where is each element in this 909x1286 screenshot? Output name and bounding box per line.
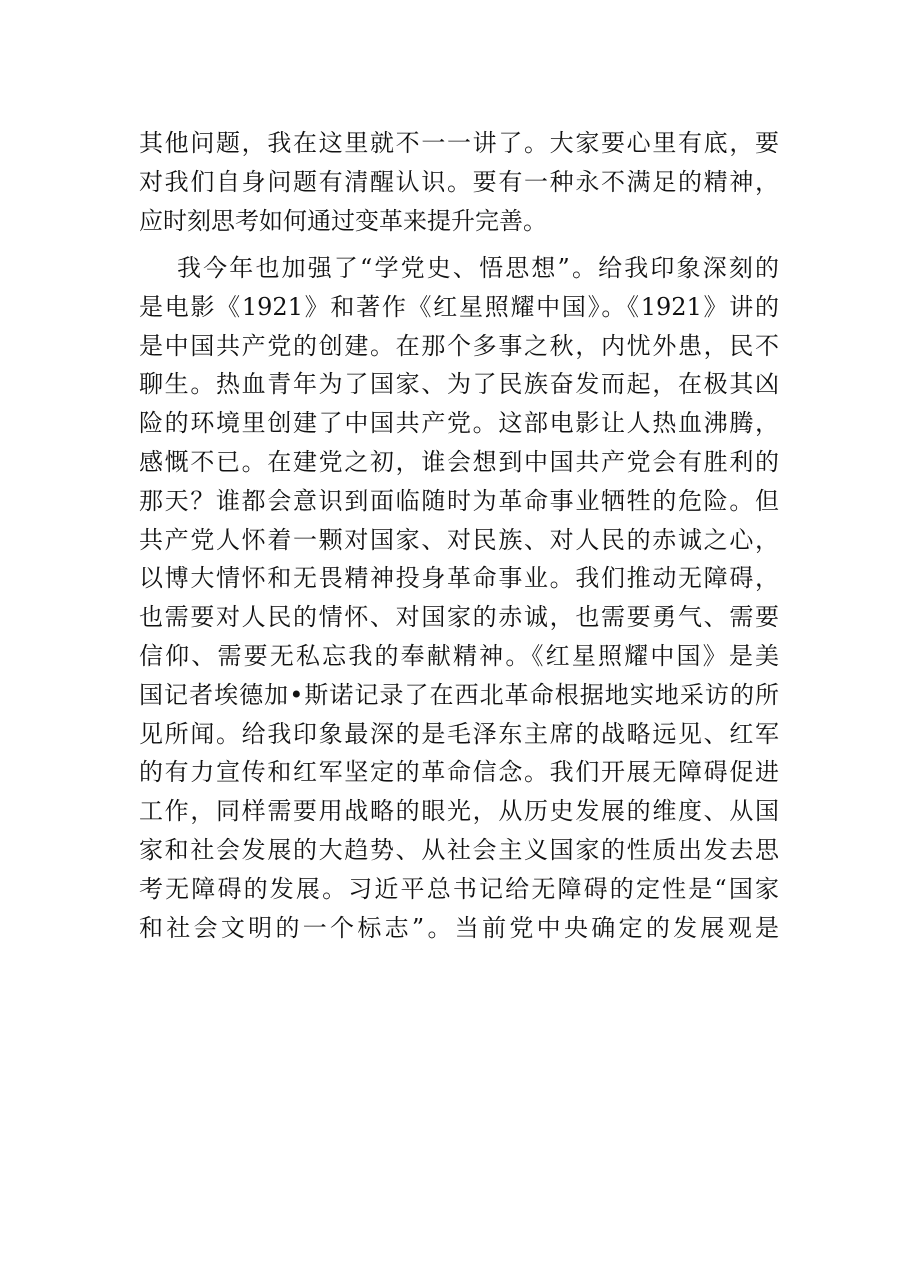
paragraph-1 xyxy=(139,124,779,240)
text-line: 以博大情怀和无畏精神投身革命事业。我们推动无障碍， xyxy=(139,564,779,593)
text-line: 信仰、需要无私忘我的奉献精神。《红星照耀中国》是美 xyxy=(139,641,779,670)
text-line: 家和社会发展的大趋势、从社会主义国家的性质出发去思 xyxy=(139,835,779,864)
text-line: 工作，同样需要用战略的眼光，从历史发展的维度、从国 xyxy=(139,797,779,826)
text-line: 对我们自身问题有清醒认识。要有一种永不满足的精神， xyxy=(139,167,779,196)
text-line: 国记者埃德加•斯诺记录了在西北革命根据地实地采访的所 xyxy=(139,680,779,709)
text-line: 见所闻。给我印象最深的是毛泽东主席的战略远见、红军 xyxy=(139,719,779,748)
text-line: 感慨不已。在建党之初，谁会想到中国共产党会有胜利的 xyxy=(139,447,779,476)
text-line: 和社会文明的一个标志”。当前党中央确定的发展观是 xyxy=(139,913,779,942)
text-line: 应时刻思考如何通过变革来提升完善。 xyxy=(139,206,547,235)
text-line: 险的环境里创建了中国共产党。这部电影让人热血沸腾， xyxy=(139,409,779,438)
text-line xyxy=(139,947,779,986)
text-line: 其他问题，我在这里就不一一讲了。大家要心里有底，要 xyxy=(139,129,779,157)
paragraph-2 xyxy=(139,249,779,1025)
text-line: 聊生。热血青年为了国家、为了民族奋发而起，在极其凶 xyxy=(139,370,779,399)
text-line: 共产党人怀着一颗对国家、对民族、对人民的赤诚之心， xyxy=(139,525,779,554)
text-line xyxy=(139,986,779,1025)
text-line: 是中国共产党的创建。在那个多事之秋，内忧外患，民不 xyxy=(139,331,779,360)
text-line: 我今年也加强了“学党史、悟思想”。给我印象深刻的 xyxy=(177,254,779,282)
text-line: 那天？谁都会意识到面临随时为革命事业牺牲的危险。但 xyxy=(139,486,779,515)
text-line: 是电影《1921》和著作《红星照耀中国》。《1921》讲的 xyxy=(139,292,779,321)
text-line: 考无障碍的发展。习近平总书记给无障碍的定性是“国家 xyxy=(139,874,779,903)
text-line: 也需要对人民的情怀、对国家的赤诚，也需要勇气、需要 xyxy=(139,603,779,632)
text-line: 的有力宣传和红军坚定的革命信念。我们开展无障碍促进 xyxy=(139,758,779,787)
